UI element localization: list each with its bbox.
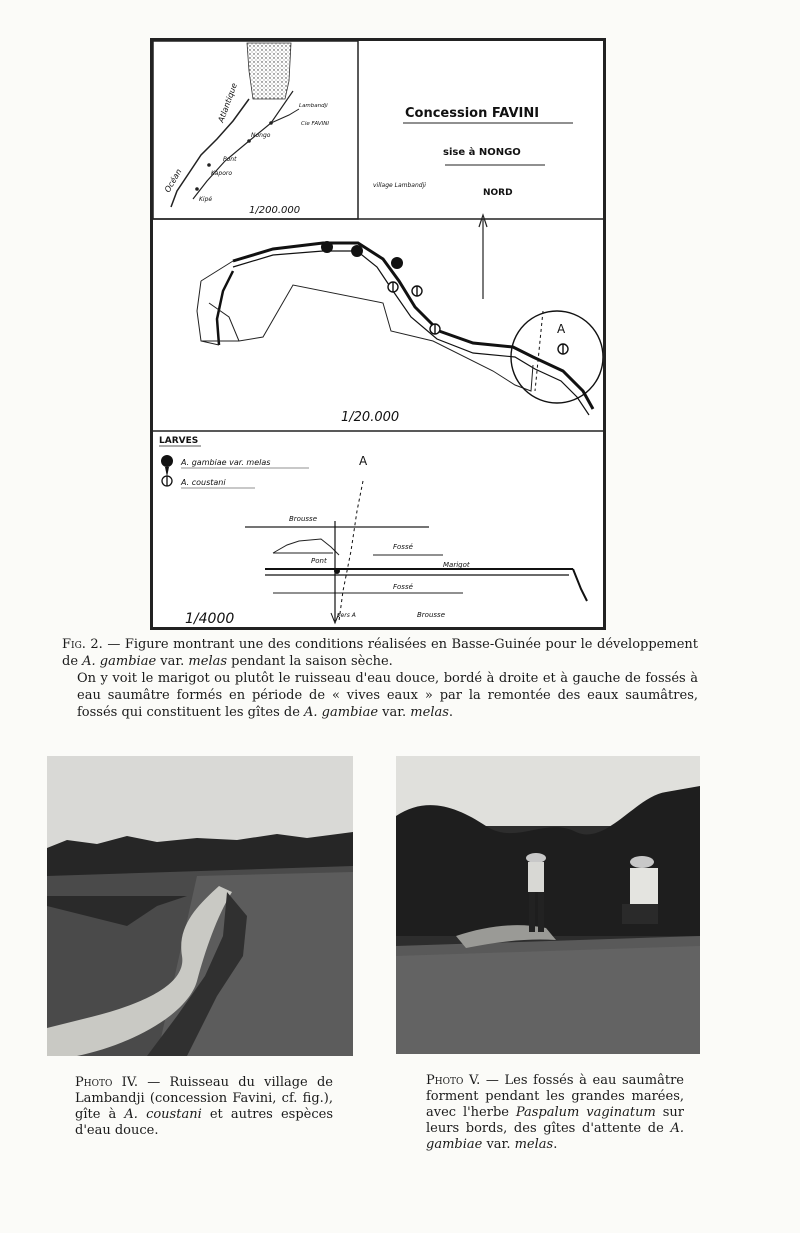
photo-v-ditches	[396, 756, 700, 1054]
melas-site-2	[351, 245, 363, 257]
coustani-site-3	[430, 324, 440, 334]
photo-v-caption-text2: sur leurs bords, des gîtes d'attente de	[426, 1105, 684, 1136]
inset-label-lambandji: Lambandji	[299, 103, 328, 109]
figure-caption-melas1: melas	[188, 654, 228, 669]
photo-iv-caption-species: A. coustani	[124, 1107, 202, 1122]
figure-map-drawing	[153, 41, 603, 627]
photo-iv-stream	[47, 756, 353, 1056]
middle-scale: 1/20.000	[341, 410, 400, 425]
inset-scale: 1/200.000	[249, 205, 301, 216]
inset-label-kaporo: Kaporo	[211, 170, 233, 177]
photo-iv-caption-text1: — Ruisseau du village de Lambandji (concession Favini, cf. fig.), gîte à	[75, 1075, 334, 1122]
photo-v-caption-species2: A. gambiae	[426, 1121, 684, 1152]
inset-label-atlantique: Atlantique	[216, 81, 239, 124]
legend-melas-label: A. gambiae var. melas	[181, 458, 271, 467]
photo-iv-caption-text2: et autres espèces d'eau douce.	[75, 1107, 333, 1138]
detail-fosse-bottom: Fossé	[393, 583, 413, 591]
detail-brousse-bottom: Brousse	[417, 611, 445, 619]
figure-caption-end2: .	[448, 705, 454, 720]
detail-brousse-top: Brousse	[289, 515, 317, 523]
photo-v-caption-text3: var.	[482, 1137, 515, 1152]
figure-title-line1: Concession FAVINI	[405, 106, 540, 121]
figure-caption-species2: A. gambiae	[304, 705, 379, 720]
inset-label-pont: Pont	[223, 156, 237, 163]
figure-2-map	[150, 38, 606, 630]
detail-marigot: Marigot	[443, 561, 470, 569]
photo-v-caption-lead: Photo V.	[426, 1073, 481, 1088]
figure-caption-text1: — Figure montrant une des conditions réalisées en Basse-Guinée pour le développement de	[62, 637, 698, 669]
inset-label-nongo: Nongo	[251, 132, 271, 139]
detail-label-a: A	[359, 454, 368, 468]
legend-title: LARVES	[159, 436, 199, 446]
photo-v-caption-melas: melas	[514, 1137, 554, 1152]
figure-title-line2: sise à NONGO	[443, 147, 521, 158]
legend-coustani-label: A. coustani	[181, 478, 226, 487]
coustani-site-2	[412, 286, 422, 296]
legend-melas-icon	[161, 455, 173, 467]
photo-iv-caption-lead: Photo IV.	[75, 1075, 138, 1090]
figure-caption-para2	[62, 670, 698, 721]
figure-caption-text2: On y voit le marigot ou plutôt le ruisseau d'eau douce, bordé à droite et à gauche de fossés à eau saumâtre formés en période de « vives eaux » par la remontée des eaux saumâtres, fossés qui constituent les gîtes de	[77, 671, 698, 720]
detail-fosse-top: Fossé	[393, 543, 413, 551]
village-label: village Lambandji	[373, 182, 426, 189]
coustani-site-1	[388, 282, 398, 292]
photo-v-caption	[426, 1073, 684, 1153]
figure-caption-text1-end: pendant la saison sèche.	[227, 654, 393, 669]
figure-caption-species1: A. gambiae	[82, 654, 157, 669]
figure-caption-var2: var.	[378, 705, 411, 720]
legend-coustani-icon	[162, 476, 172, 486]
figure-caption-lead: Fig. 2.	[62, 637, 103, 652]
photo-v-caption-species: Paspalum vaginatum	[515, 1105, 656, 1120]
stream-main	[233, 243, 593, 409]
inset-label-favini: Cie FAVINI	[301, 121, 329, 127]
melas-site-3	[391, 257, 403, 269]
detail-pont: Pont	[311, 557, 327, 565]
photo-iv-caption	[75, 1075, 333, 1139]
figure-caption-var1: var.	[156, 654, 189, 669]
inset-label-ocean: Océan	[162, 167, 184, 194]
melas-site-1	[321, 241, 333, 253]
north-label: NORD	[483, 188, 513, 198]
detail-scale: 1/4000	[185, 611, 235, 627]
inset-coast	[171, 99, 249, 207]
inset-land-area	[247, 43, 291, 99]
inset-label-kipe: Kipé	[199, 196, 213, 203]
photo-v-caption-text1: — Les fossés à eau saumâtre forment pendant les grandes marées, avec l'herbe	[426, 1073, 684, 1120]
figure-caption-melas2: melas	[410, 705, 449, 720]
coustani-site-4	[558, 344, 568, 354]
detail-vers: vers A	[337, 612, 356, 619]
circle-a-label: A	[557, 322, 566, 336]
figure-caption	[62, 636, 698, 721]
photo-v-caption-text4: .	[553, 1137, 558, 1152]
figure-caption-para1	[62, 636, 698, 670]
